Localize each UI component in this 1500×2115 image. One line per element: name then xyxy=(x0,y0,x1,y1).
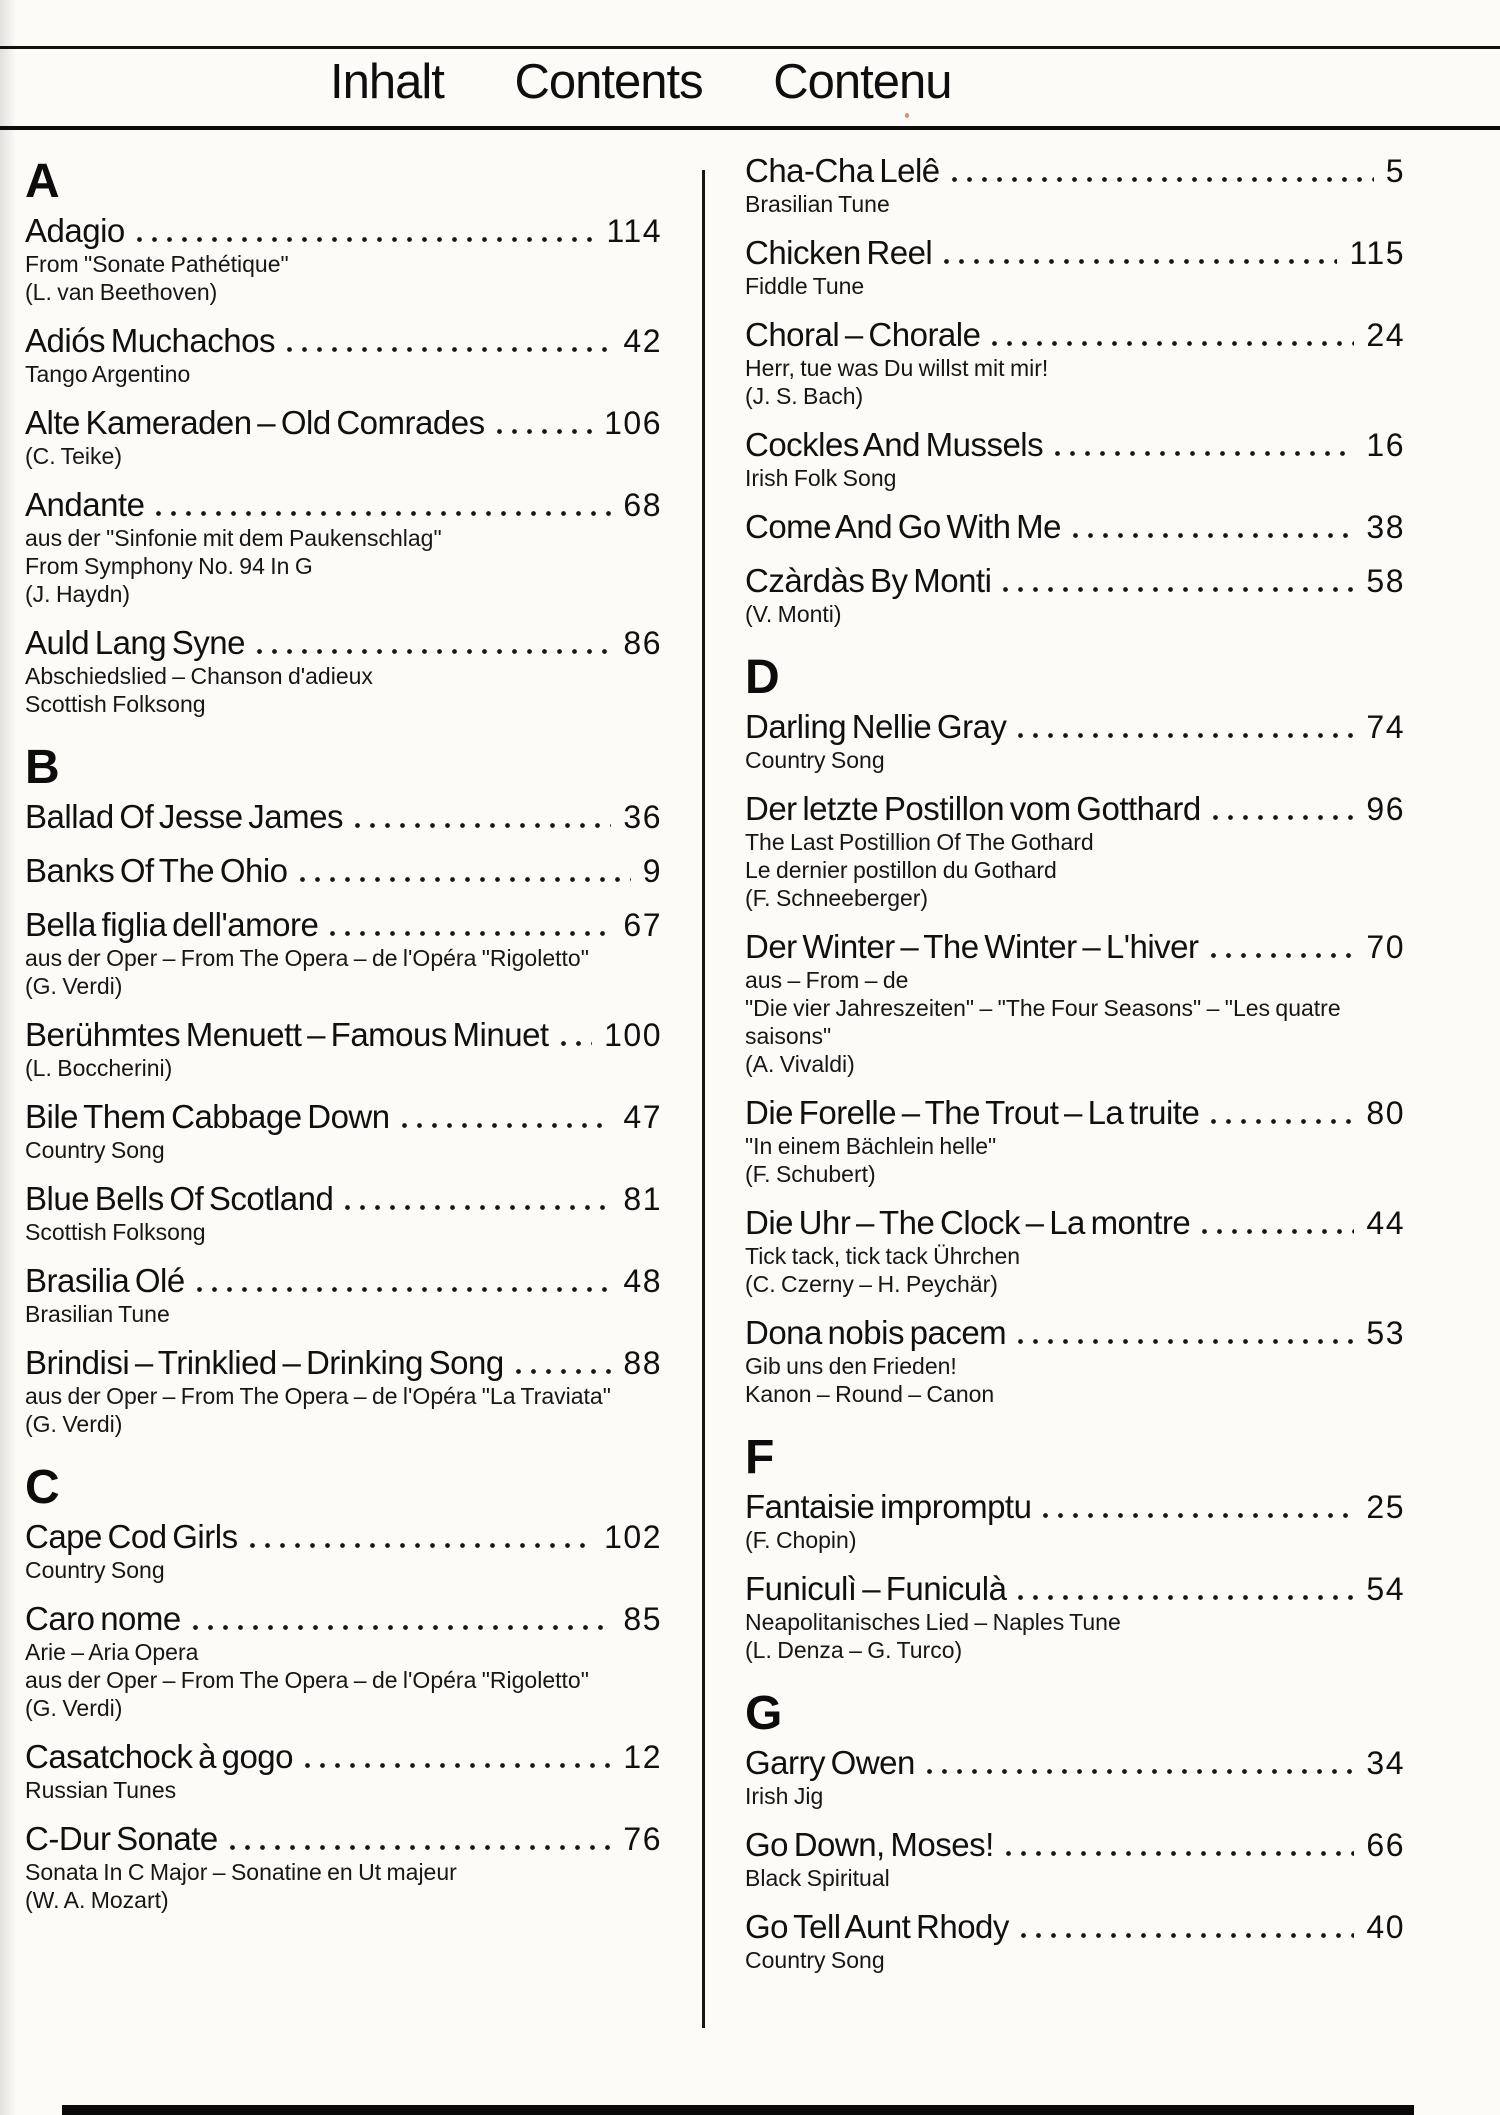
entry-subtitle: Scottish Folksong xyxy=(25,1219,206,1245)
toc-entry xyxy=(25,404,662,470)
entry-title: C-Dur Sonate xyxy=(25,1820,218,1857)
toc-entry xyxy=(25,1098,662,1164)
dot-leader xyxy=(1006,1851,1355,1856)
toc-entry-line xyxy=(745,1744,1405,1782)
toc-entry xyxy=(745,790,1405,912)
entry-title: Cockles And Mussels xyxy=(745,426,1044,463)
dot-leader xyxy=(516,1369,612,1374)
entry-subtitle: (L. Boccherini) xyxy=(25,1055,173,1081)
toc-entry-line xyxy=(745,152,1405,190)
entry-subtitle: aus der Oper – From The Opera – de l'Opéra "La Traviata" xyxy=(25,1383,611,1409)
entry-page-number: 106 xyxy=(604,405,662,441)
dot-leader xyxy=(1021,1933,1355,1938)
entry-subtitle: Black Spiritual xyxy=(745,1865,890,1891)
toc-entry xyxy=(25,1180,662,1246)
entry-title: Funiculì – Funiculà xyxy=(745,1570,1007,1607)
dot-leader xyxy=(944,259,1337,264)
dot-leader xyxy=(305,1763,611,1768)
toc-entry-line xyxy=(25,1518,662,1556)
toc-entry xyxy=(745,508,1405,546)
entry-page-number: 16 xyxy=(1366,427,1405,463)
entry-title: Der Winter – The Winter – L'hiver xyxy=(745,928,1199,965)
section-letter-d: D xyxy=(745,651,780,704)
entry-page-number: 12 xyxy=(623,1739,662,1775)
toc-entry xyxy=(745,1314,1405,1408)
entry-title: Andante xyxy=(25,486,145,523)
entry-subtitle: Abschiedslied – Chanson d'adieux xyxy=(25,663,373,689)
toc-entry-line xyxy=(745,1570,1405,1608)
entry-page-number: 70 xyxy=(1366,929,1405,965)
dot-leader xyxy=(1018,733,1354,738)
entry-title: Die Forelle – The Trout – La truite xyxy=(745,1094,1200,1131)
entry-subtitle: (V. Monti) xyxy=(745,601,842,627)
toc-entry xyxy=(25,1016,662,1082)
toc-entry xyxy=(745,1570,1405,1664)
entry-subtitle: (W. A. Mozart) xyxy=(25,1887,169,1913)
dot-leader xyxy=(250,1543,593,1548)
dot-leader xyxy=(1003,587,1354,592)
entry-title: Cape Cod Girls xyxy=(25,1518,238,1555)
entry-title: Czàrdàs By Monti xyxy=(745,562,992,599)
page-title-inhalt: Inhalt xyxy=(330,55,444,109)
toc-entry-line xyxy=(745,426,1405,464)
entry-title: Come And Go With Me xyxy=(745,508,1061,545)
entry-title: Die Uhr – The Clock – La montre xyxy=(745,1204,1191,1241)
page-title xyxy=(330,54,952,110)
scan-edge-shadow xyxy=(0,0,16,2115)
dot-leader xyxy=(1018,1595,1354,1600)
toc-entry xyxy=(745,1826,1405,1892)
entry-title: Caro nome xyxy=(25,1600,181,1637)
entry-title: Blue Bells Of Scotland xyxy=(25,1180,334,1217)
entry-page-number: 96 xyxy=(1366,791,1405,827)
entry-page-number: 5 xyxy=(1385,153,1405,189)
entry-subtitle: From "Sonate Pathétique" xyxy=(25,251,289,277)
entry-subtitle: (J. S. Bach) xyxy=(745,383,864,409)
entry-page-number: 58 xyxy=(1366,563,1405,599)
entry-subtitle: Country Song xyxy=(745,747,885,773)
toc-entry-line xyxy=(25,1344,662,1382)
dot-leader xyxy=(992,341,1354,346)
header-rule-bottom xyxy=(0,126,1500,130)
header-rule-top xyxy=(0,46,1500,49)
entry-title: Brindisi – Trinklied – Drinking Song xyxy=(25,1344,504,1381)
entry-subtitle: Russian Tunes xyxy=(25,1777,177,1803)
page-title-contents: Contents xyxy=(514,55,703,109)
toc-entry xyxy=(25,1344,662,1438)
entry-page-number: 36 xyxy=(623,799,662,835)
entry-page-number: 38 xyxy=(1366,509,1405,545)
toc-entry-line xyxy=(745,1204,1405,1242)
toc-entry xyxy=(25,624,662,718)
toc-entry-line xyxy=(745,708,1405,746)
dot-leader xyxy=(257,649,611,654)
toc-entry-line xyxy=(25,1600,662,1638)
toc-entry-line xyxy=(745,1314,1405,1352)
entry-subtitle: "Die vier Jahreszeiten" – "The Four Seasons" – "Les quatre saisons" xyxy=(745,995,1341,1049)
entry-subtitle: Brasilian Tune xyxy=(25,1301,170,1327)
entry-title: Bile Them Cabbage Down xyxy=(25,1098,390,1135)
entry-page-number: 42 xyxy=(623,323,662,359)
dot-leader xyxy=(156,511,611,516)
entry-page-number: 9 xyxy=(642,853,662,889)
toc-entry xyxy=(25,1738,662,1804)
toc-entry-line xyxy=(25,1738,662,1776)
dot-leader xyxy=(287,347,611,352)
dot-leader xyxy=(345,1205,611,1210)
entry-subtitle: (G. Verdi) xyxy=(25,1411,123,1437)
entry-subtitle: Sonata In C Major – Sonatine en Ut majeur xyxy=(25,1859,457,1885)
entry-subtitle: Herr, tue was Du willst mit mir! xyxy=(745,355,1049,381)
entry-title: Casatchock à gogo xyxy=(25,1738,294,1775)
entry-page-number: 47 xyxy=(623,1099,662,1135)
section-letter-f: F xyxy=(745,1431,775,1484)
section-letter-c: C xyxy=(25,1461,60,1514)
entry-subtitle: (L. van Beethoven) xyxy=(25,279,218,305)
toc-entry xyxy=(745,708,1405,774)
entry-page-number: 80 xyxy=(1366,1095,1405,1131)
entry-subtitle: Scottish Folksong xyxy=(25,691,206,717)
entry-page-number: 76 xyxy=(623,1821,662,1857)
entry-title: Cha-Cha Lelê xyxy=(745,152,940,189)
entry-title: Fantaisie impromptu xyxy=(745,1488,1032,1525)
toc-entry xyxy=(25,1262,662,1328)
dot-leader xyxy=(137,237,595,242)
toc-column xyxy=(745,152,1405,1990)
entry-page-number: 53 xyxy=(1366,1315,1405,1351)
entry-title: Der letzte Postillon vom Gotthard xyxy=(745,790,1201,827)
toc-entry xyxy=(745,426,1405,492)
dot-leader xyxy=(193,1625,612,1630)
entry-subtitle: Irish Jig xyxy=(745,1783,824,1809)
toc-entry xyxy=(25,852,662,890)
section-letter-g: G xyxy=(745,1687,783,1740)
entry-subtitle: (A. Vivaldi) xyxy=(745,1051,855,1077)
toc-entry-line xyxy=(25,322,662,360)
entry-page-number: 81 xyxy=(623,1181,662,1217)
entry-title: Banks Of The Ohio xyxy=(25,852,288,889)
entry-title: Garry Owen xyxy=(745,1744,915,1781)
entry-page-number: 66 xyxy=(1366,1827,1405,1863)
entry-title: Auld Lang Syne xyxy=(25,624,246,661)
toc-entry xyxy=(25,798,662,836)
entry-subtitle: (F. Chopin) xyxy=(745,1527,857,1553)
toc-entry-line xyxy=(745,1826,1405,1864)
toc-entry-line xyxy=(25,1820,662,1858)
dot-leader xyxy=(355,823,611,828)
entry-subtitle: (G. Verdi) xyxy=(25,973,123,999)
toc-entry-line xyxy=(745,1094,1405,1132)
entry-page-number: 115 xyxy=(1349,235,1405,271)
toc-entry xyxy=(745,1094,1405,1188)
entry-page-number: 68 xyxy=(623,487,662,523)
toc-entry xyxy=(745,928,1405,1078)
entry-subtitle: "In einem Bächlein helle" xyxy=(745,1133,997,1159)
entry-title: Go Down, Moses! xyxy=(745,1826,994,1863)
entry-subtitle: The Last Postillion Of The Gothard xyxy=(745,829,1094,855)
entry-page-number: 85 xyxy=(623,1601,662,1637)
dot-leader xyxy=(402,1123,612,1128)
entry-page-number: 24 xyxy=(1366,317,1405,353)
entry-subtitle: (F. Schubert) xyxy=(745,1161,876,1187)
entry-title: Adiós Muchachos xyxy=(25,322,275,359)
entry-page-number: 67 xyxy=(623,907,662,943)
toc-entry-line xyxy=(745,234,1405,272)
toc-entry-line xyxy=(25,1098,662,1136)
entry-subtitle: Tick tack, tick tack Ührchen xyxy=(745,1243,1021,1269)
entry-title: Brasilia Olé xyxy=(25,1262,185,1299)
entry-subtitle: Gib uns den Frieden! xyxy=(745,1353,957,1379)
entry-title: Berühmtes Menuett – Famous Minuet xyxy=(25,1016,549,1053)
toc-entry-line xyxy=(745,1488,1405,1526)
dot-leader xyxy=(1055,451,1354,456)
toc-entry-line xyxy=(25,1180,662,1218)
toc-entry-line xyxy=(25,852,662,890)
toc-entry-line xyxy=(25,486,662,524)
entry-title: Choral – Chorale xyxy=(745,316,981,353)
entry-subtitle: aus der "Sinfonie mit dem Paukenschlag" xyxy=(25,525,442,551)
entry-subtitle: Fiddle Tune xyxy=(745,273,865,299)
dot-leader xyxy=(300,877,631,882)
toc-column xyxy=(25,152,662,1930)
toc-entry-line xyxy=(745,790,1405,828)
toc-entry xyxy=(745,1488,1405,1554)
entry-title: Go Tell Aunt Rhody xyxy=(745,1908,1009,1945)
dot-leader xyxy=(197,1287,612,1292)
toc-entry-line xyxy=(25,624,662,662)
dot-leader xyxy=(330,931,611,936)
bottom-scan-bar xyxy=(62,2105,1414,2115)
entry-title: Chicken Reel xyxy=(745,234,933,271)
entry-title: Dona nobis pacem xyxy=(745,1314,1007,1351)
dot-leader xyxy=(1043,1513,1354,1518)
dot-leader xyxy=(1073,533,1354,538)
entry-page-number: 44 xyxy=(1366,1205,1405,1241)
toc-entry xyxy=(25,212,662,306)
entry-subtitle: Neapolitanisches Lied – Naples Tune xyxy=(745,1609,1121,1635)
dot-leader xyxy=(230,1845,612,1850)
toc-entry xyxy=(25,1518,662,1584)
entry-subtitle: aus – From – de xyxy=(745,967,909,993)
section-letter-a: A xyxy=(25,155,60,208)
dot-leader xyxy=(1211,953,1355,958)
entry-subtitle: (J. Haydn) xyxy=(25,581,131,607)
toc-entry xyxy=(25,906,662,1000)
toc-entry xyxy=(745,562,1405,628)
toc-entry xyxy=(25,322,662,388)
toc-entry xyxy=(745,152,1405,218)
scan-speck xyxy=(905,113,909,118)
dot-leader xyxy=(561,1041,593,1046)
entry-page-number: 74 xyxy=(1366,709,1405,745)
entry-subtitle: (C. Teike) xyxy=(25,443,122,469)
toc-entry xyxy=(745,1908,1405,1974)
entry-title: Adagio xyxy=(25,212,125,249)
entry-page-number: 102 xyxy=(604,1519,662,1555)
entry-page-number: 54 xyxy=(1366,1571,1405,1607)
entry-page-number: 48 xyxy=(623,1263,662,1299)
toc-entry xyxy=(745,1204,1405,1298)
entry-page-number: 114 xyxy=(606,213,662,249)
toc-entry-line xyxy=(745,928,1405,966)
entry-subtitle: Country Song xyxy=(745,1947,885,1973)
entry-title: Alte Kameraden – Old Comrades xyxy=(25,404,485,441)
dot-leader xyxy=(1213,815,1355,820)
entry-title: Darling Nellie Gray xyxy=(745,708,1007,745)
entry-subtitle: Le dernier postillon du Gothard xyxy=(745,857,1057,883)
entry-title: Bella figlia dell'amore xyxy=(25,906,319,943)
entry-page-number: 25 xyxy=(1366,1489,1405,1525)
toc-entry-line xyxy=(25,1262,662,1300)
entry-subtitle: (L. Denza – G. Turco) xyxy=(745,1637,963,1663)
dot-leader xyxy=(952,177,1374,182)
toc-entry xyxy=(25,1820,662,1914)
toc-entry-line xyxy=(745,316,1405,354)
toc-entry xyxy=(25,486,662,608)
entry-subtitle: Country Song xyxy=(25,1557,165,1583)
entry-subtitle: Tango Argentino xyxy=(25,361,191,387)
toc-entry-line xyxy=(25,212,662,250)
toc-entry xyxy=(745,1744,1405,1810)
toc-entry-line xyxy=(745,508,1405,546)
entry-subtitle: aus der Oper – From The Opera – de l'Opéra "Rigoletto" xyxy=(25,945,589,971)
entry-subtitle: aus der Oper – From The Opera – de l'Opéra "Rigoletto" xyxy=(25,1667,589,1693)
entry-page-number: 40 xyxy=(1366,1909,1405,1945)
entry-subtitle: (F. Schneeberger) xyxy=(745,885,929,911)
dot-leader xyxy=(927,1769,1355,1774)
dot-leader xyxy=(1211,1119,1354,1124)
toc-entry xyxy=(745,316,1405,410)
entry-subtitle: Brasilian Tune xyxy=(745,191,890,217)
entry-page-number: 100 xyxy=(604,1017,662,1053)
section-letter-b: B xyxy=(25,741,60,794)
entry-page-number: 86 xyxy=(623,625,662,661)
toc-entry xyxy=(745,234,1405,300)
toc-entry-line xyxy=(25,906,662,944)
entry-subtitle: From Symphony No. 94 In G xyxy=(25,553,313,579)
dot-leader xyxy=(1202,1229,1354,1234)
column-divider xyxy=(702,170,705,2028)
entry-page-number: 88 xyxy=(623,1345,662,1381)
toc-entry-line xyxy=(25,1016,662,1054)
toc-entry-line xyxy=(745,562,1405,600)
toc-entry-line xyxy=(25,404,662,442)
entry-subtitle: (G. Verdi) xyxy=(25,1695,123,1721)
entry-subtitle: Arie – Aria Opera xyxy=(25,1639,199,1665)
entry-subtitle: Irish Folk Song xyxy=(745,465,897,491)
entry-subtitle: (C. Czerny – H. Peychär) xyxy=(745,1271,998,1297)
toc-entry-line xyxy=(745,1908,1405,1946)
dot-leader xyxy=(1018,1339,1354,1344)
entry-subtitle: Kanon – Round – Canon xyxy=(745,1381,995,1407)
entry-page-number: 34 xyxy=(1366,1745,1405,1781)
entry-subtitle: Country Song xyxy=(25,1137,165,1163)
entry-title: Ballad Of Jesse James xyxy=(25,798,343,835)
page-title-contenu: Contenu xyxy=(773,55,952,109)
toc-entry xyxy=(25,1600,662,1722)
dot-leader xyxy=(497,429,593,434)
toc-entry-line xyxy=(25,798,662,836)
